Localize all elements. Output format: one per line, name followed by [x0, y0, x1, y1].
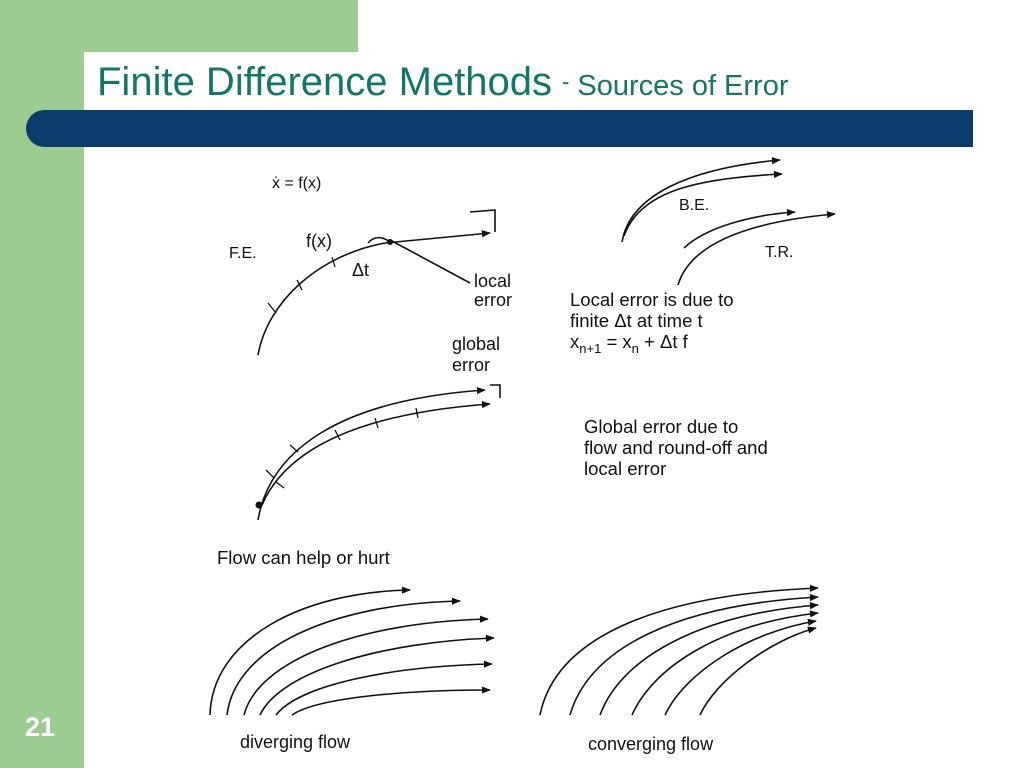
global-curve-upper [258, 390, 485, 520]
formula-sub2: n [631, 341, 639, 356]
local-note-formula [570, 331, 689, 356]
tr-label: T.R. [765, 244, 794, 261]
global-step-tick [276, 482, 284, 488]
be-label: B.E. [679, 197, 710, 214]
diverging-curve [260, 638, 494, 715]
global-note-line2: flow and round-off and [584, 437, 768, 458]
converging-flow-label: converging flow [588, 734, 714, 754]
local-note-line2: finite Δt at time t [570, 310, 703, 331]
converging-curve [700, 628, 816, 715]
fe-label: F.E. [229, 245, 257, 262]
global-error-label-line2: error [452, 355, 491, 375]
fe-step-point [387, 239, 393, 245]
local-error-label-line2: error [474, 290, 513, 310]
local-note-line1: Local error is due to [570, 289, 734, 310]
title-dash: - [562, 69, 570, 94]
title-main: Finite Difference Methods [97, 60, 553, 104]
title-subtitle: Sources of Error [577, 70, 789, 102]
global-start-point [256, 502, 263, 509]
tr-curve-lower [678, 214, 835, 285]
diverging-flow-label: diverging flow [240, 732, 351, 752]
global-step-tick [290, 445, 298, 452]
global-note-line1: Global error due to [584, 416, 739, 437]
diverging-curve [292, 690, 490, 715]
fe-step-tick [268, 303, 276, 313]
equation-label: ẋ = f(x) [272, 175, 322, 192]
tr-curve-upper [684, 212, 795, 248]
diverging-curve [244, 619, 488, 715]
formula-rest: + Δt f [638, 331, 688, 352]
global-error-label-line1: global [452, 334, 501, 354]
local-error-label-line1: local [474, 271, 512, 291]
dt-label: Δt [352, 260, 370, 280]
flow-heading: Flow can help or hurt [217, 547, 390, 568]
diverging-curve [227, 601, 460, 715]
formula-sub1: n+1 [579, 341, 602, 356]
converging-curve [570, 597, 818, 715]
global-note-line3: local error [584, 458, 667, 479]
converging-curve [540, 588, 818, 715]
fe-error-bracket [470, 210, 495, 232]
fe-local-error-pointer [392, 241, 470, 283]
global-error-bracket [490, 385, 500, 398]
global-step-tick [266, 470, 274, 478]
fe-step-tick [332, 257, 335, 267]
slide-number: 21 [24, 712, 56, 742]
formula-x1: x [570, 331, 580, 352]
fx-label: f(x) [306, 231, 332, 251]
formula-eq: = x [601, 331, 632, 352]
